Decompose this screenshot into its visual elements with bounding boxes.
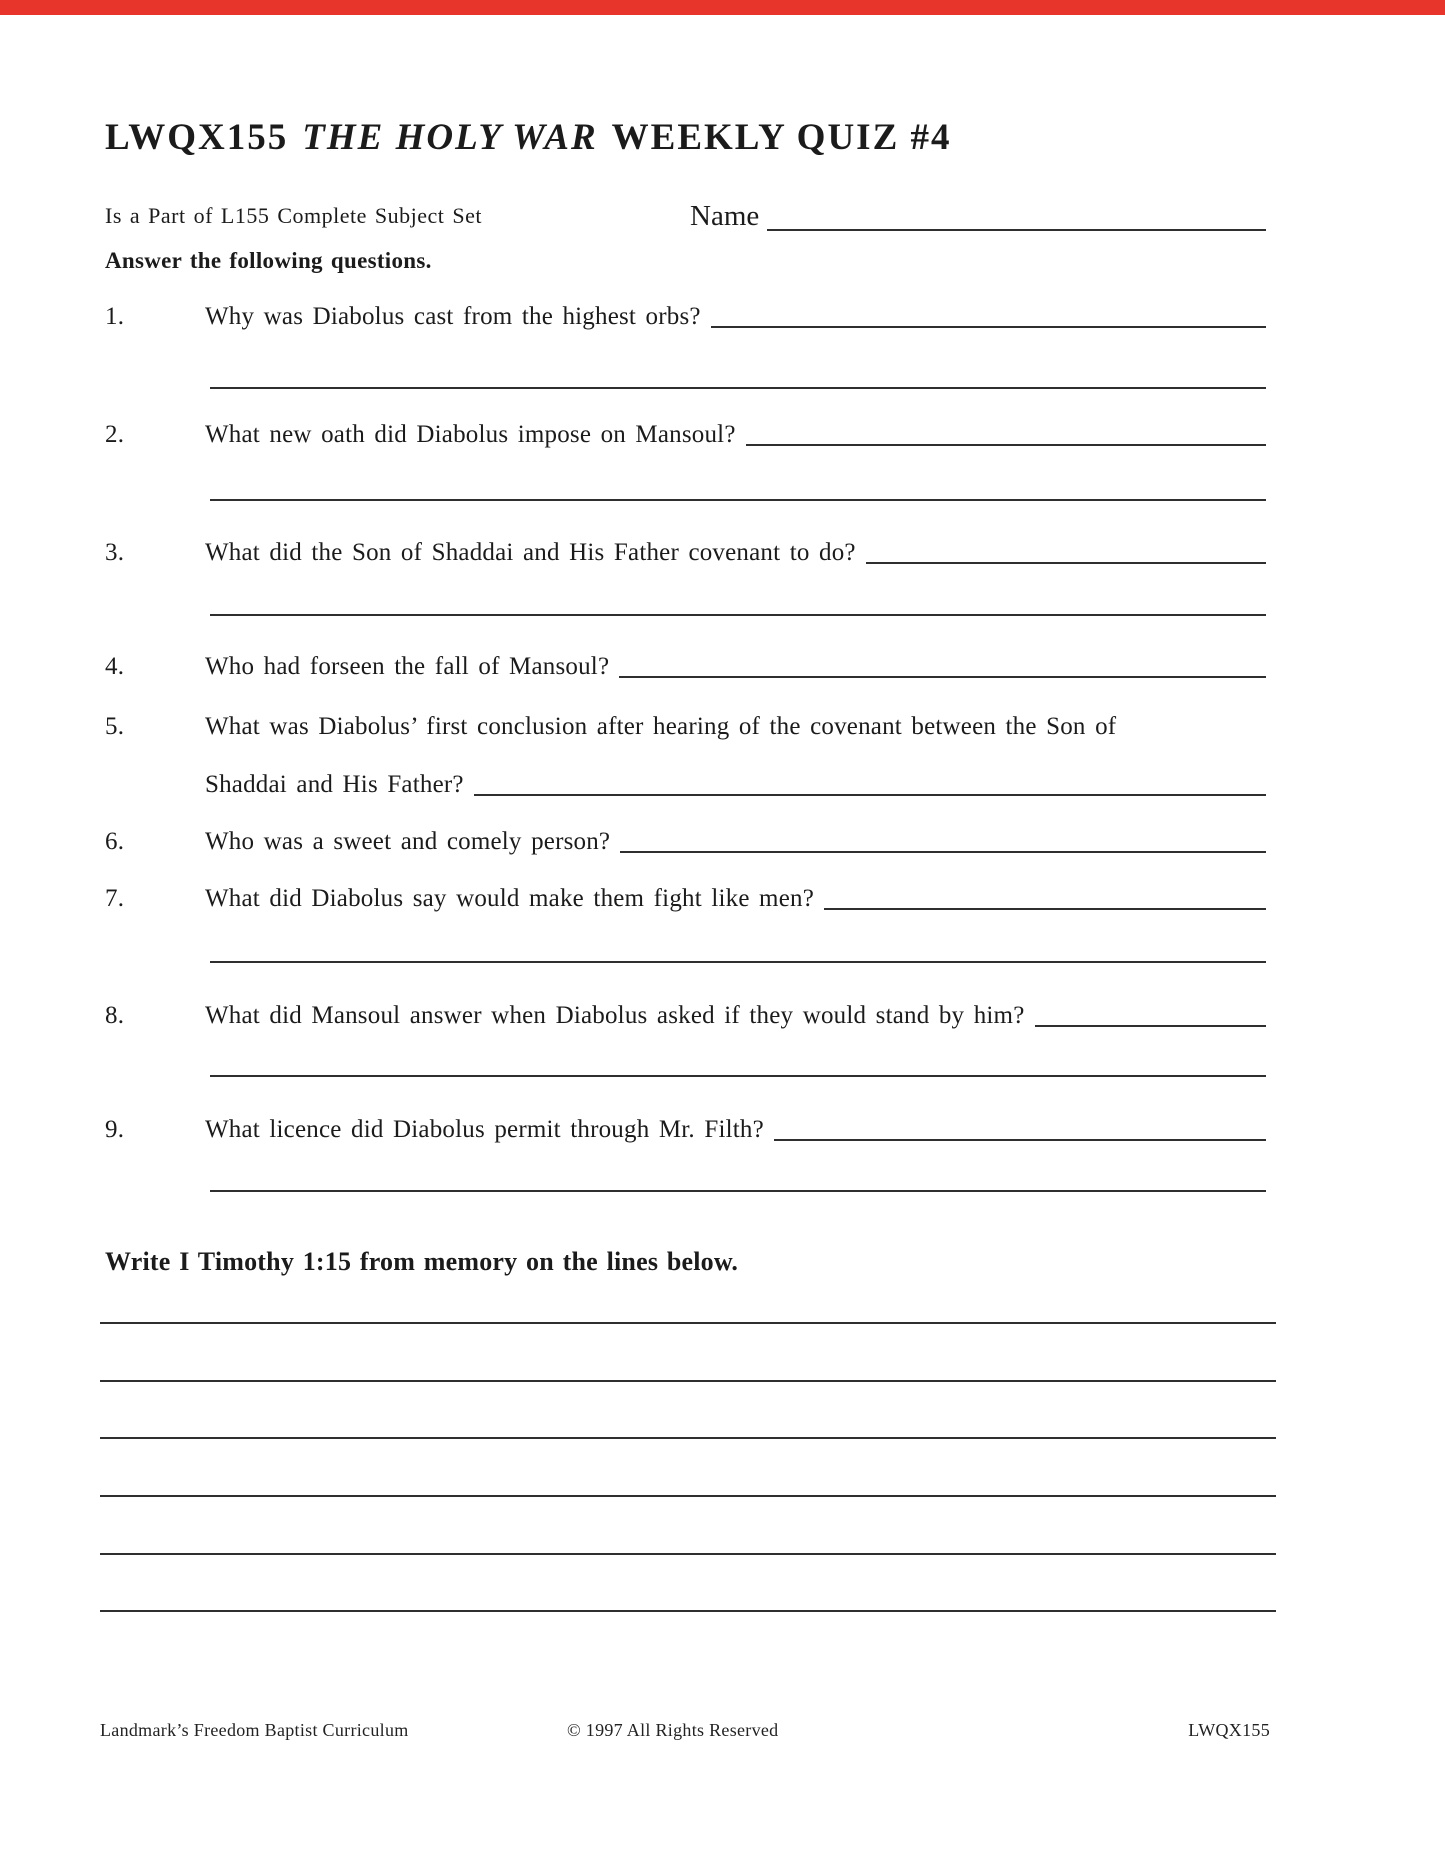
answer-continuation-line <box>210 1190 1266 1192</box>
name-field-row <box>690 200 1266 233</box>
question-row-2 <box>105 420 1266 450</box>
answer-blank-line <box>774 1139 1266 1141</box>
answer-blank-line <box>1035 1025 1267 1027</box>
answer-blank-line <box>866 562 1266 564</box>
answer-continuation-line <box>210 499 1266 501</box>
question-number: 7. <box>105 885 125 912</box>
instructions-heading: Answer the following questions. <box>105 248 432 273</box>
question-text: What did the Son of Shaddai and His Father covenant to do? <box>205 539 856 566</box>
memory-verse-line <box>100 1495 1276 1497</box>
memory-verse-line <box>100 1380 1276 1382</box>
answer-blank-line <box>824 908 1266 910</box>
name-blank-line <box>767 229 1266 231</box>
memory-verse-line <box>100 1553 1276 1555</box>
memory-verse-heading: Write I Timothy 1:15 from memory on the lines below. <box>105 1247 739 1276</box>
question-text: What did Diabolus say would make them fight like men? <box>205 885 814 912</box>
question-text: What new oath did Diabolus impose on Mansoul? <box>205 421 736 448</box>
page-title <box>105 116 952 159</box>
question-number: 9. <box>105 1116 125 1143</box>
question-number: 5. <box>105 713 125 740</box>
question-row-3 <box>105 538 1266 568</box>
answer-blank-line <box>746 444 1266 446</box>
question-text: What did Mansoul answer when Diabolus asked if they would stand by him? <box>205 1002 1025 1029</box>
footer-copyright: © 1997 All Rights Reserved <box>567 1720 779 1740</box>
question-text: What licence did Diabolus permit through Mr. Filth? <box>205 1116 764 1143</box>
question-row-7 <box>105 884 1266 914</box>
question-text: Who was a sweet and comely person? <box>205 828 611 855</box>
answer-continuation-line <box>210 387 1266 389</box>
answer-blank-line <box>711 326 1266 328</box>
memory-verse-line <box>100 1610 1276 1612</box>
question-text: Who had forseen the fall of Mansoul? <box>205 653 610 680</box>
answer-continuation-line <box>210 614 1266 616</box>
name-label: Name <box>690 200 760 232</box>
title-quiz-number: WEEKLY QUIZ #4 <box>611 117 952 158</box>
question-row-9 <box>105 1115 1266 1145</box>
question-row-5-continued <box>105 770 1266 800</box>
question-number: 2. <box>105 421 125 448</box>
title-code: LWQX155 <box>105 117 289 158</box>
question-row-8 <box>105 1001 1266 1031</box>
answer-blank-line <box>620 851 1266 853</box>
question-row-5 <box>105 712 1266 742</box>
answer-continuation-line <box>210 1075 1266 1077</box>
answer-continuation-line <box>210 961 1266 963</box>
question-number: 6. <box>105 828 125 855</box>
question-text: Shaddai and His Father? <box>205 771 464 798</box>
top-red-bar <box>0 0 1445 15</box>
question-text: Why was Diabolus cast from the highest orbs? <box>205 303 701 330</box>
question-row-4 <box>105 652 1266 682</box>
answer-blank-line <box>619 676 1266 678</box>
answer-blank-line <box>474 794 1266 796</box>
footer-publisher: Landmark’s Freedom Baptist Curriculum <box>100 1720 409 1740</box>
question-row-1 <box>105 302 1266 332</box>
memory-verse-line <box>100 1437 1276 1439</box>
question-number: 1. <box>105 303 125 330</box>
memory-verse-line <box>100 1322 1276 1324</box>
footer-code: LWQX155 <box>1188 1720 1270 1740</box>
question-text: What was Diabolus’ first conclusion after hearing of the covenant between the Son of <box>205 713 1117 740</box>
subset-note: Is a Part of L155 Complete Subject Set <box>105 203 482 228</box>
question-number: 8. <box>105 1002 125 1029</box>
title-book-name: THE HOLY WAR <box>302 117 598 158</box>
question-row-6 <box>105 827 1266 857</box>
question-number: 3. <box>105 539 125 566</box>
question-number: 4. <box>105 653 125 680</box>
